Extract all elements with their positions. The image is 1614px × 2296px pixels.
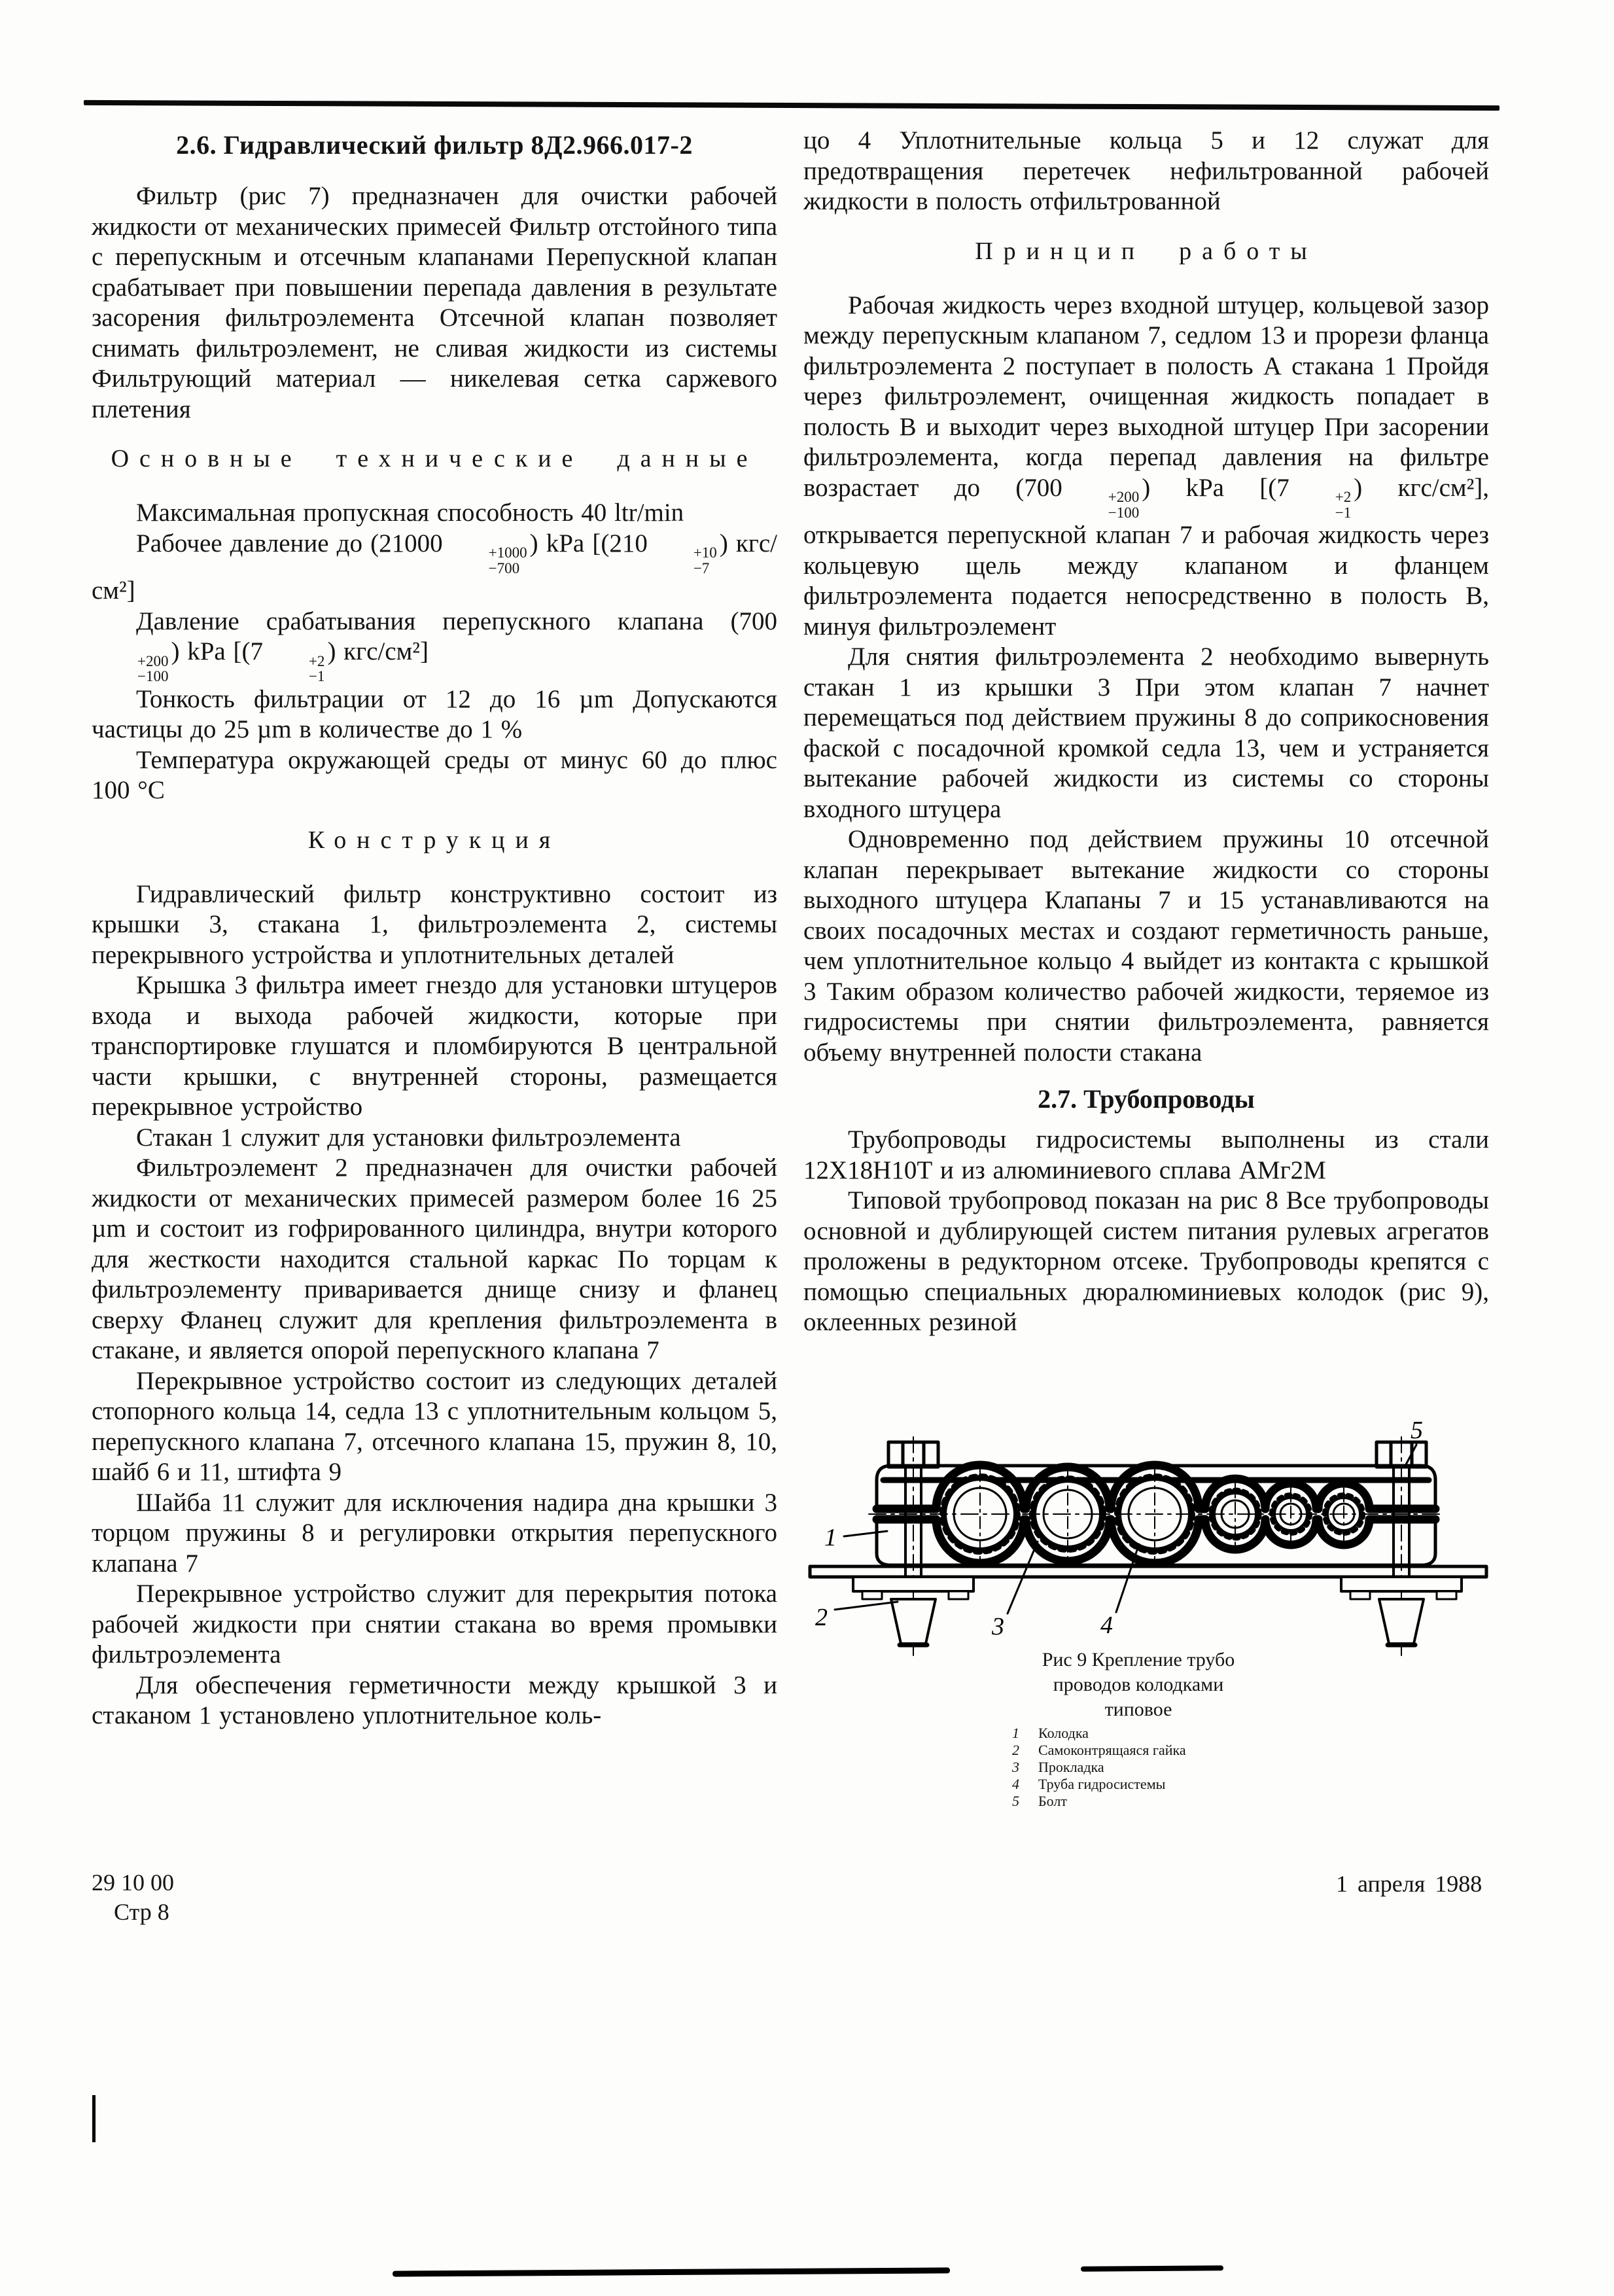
legend-num: 1 (1012, 1725, 1019, 1741)
figure-caption-line2: проводов колодками (1053, 1674, 1224, 1695)
para-pipelines-2: Типовой трубопровод показан на рис 8 Все трубопроводы основной и дублирующей систем питания рулевых агрегатов проложены в редукторном отсеке. Трубопроводы крепятся с помощью специальных дюралюминиевых колодок (рис 9), оклеенных резиной (803, 1186, 1489, 1337)
footer-page: Стр 8 (114, 1899, 169, 1925)
heading-construction: Конструкция (307, 826, 561, 854)
tolerance-stack: +2 −1 (1335, 489, 1352, 521)
legend-item (1012, 1725, 1186, 1742)
tolerance-stack: +1000 −700 (488, 544, 527, 576)
para-construction-8: Для обеспечения герметичности между крышкой 3 и стаканом 1 установлено уплотнительное коль- (92, 1670, 777, 1730)
figure-label-3: 3 (992, 1613, 1004, 1640)
para-seal-continuation: цо 4 Уплотнительные кольца 5 и 12 служат для предотвращения перетечек нефильтрованной рабочей жидкости в полость отфильтрованной (803, 126, 1489, 215)
para-construction-5: Перекрывное устройство состоит из следующих деталей стопорного кольца 14, седла 13 с уплотнительным кольцом 5, перепускного клапана 7, отсечного клапана 15, пружин 8, 10, шайб 6 и 11, штифта 9 (92, 1366, 777, 1487)
figure-caption (903, 1648, 1374, 1722)
heading-tech-data: Основные технические данные (111, 445, 758, 472)
margin-mark (92, 2095, 96, 2142)
para-working-pressure: Рабочее давление до (21000 +1000 −700 ) kPa [(210 +10 −7 ) кгс/см²] (92, 529, 778, 605)
tolerance-stack: +200 −100 (137, 652, 169, 685)
para-bypass-pressure: Давление срабатывания перепускного клапана (700 +200 −100 ) kPa [(7 +2 −1 ) кгс/см²] (92, 607, 777, 684)
para-principle-2: Для снятия фильтроэлемента 2 необходимо вывернуть стакан 1 из крышки 3 При этом клапан 7 начнет перемещаться под действием пружины 8 до соприкосновения фаской с посадочной кромкой седла 13, чем и устраняется вытекание рабочей жидкости из системы со стороны входного штуцера (803, 643, 1489, 823)
studs (891, 1599, 1424, 1645)
figure-9 (792, 1407, 1498, 1845)
legend-item (1012, 1776, 1186, 1793)
legend-num: 2 (1012, 1742, 1019, 1758)
mounting-plate (810, 1566, 1486, 1577)
para-max-flow: Максимальная пропускная способность 40 ltr/min (136, 499, 684, 527)
artifact-line-long (393, 2267, 950, 2276)
figure-caption-line3: типовое (1104, 1699, 1172, 1720)
top-rule (84, 100, 1500, 111)
legend-num: 3 (1012, 1759, 1019, 1775)
para-construction-1: Гидравлический фильтр конструктивно состоит из крышки 3, стакана 1, фильтроэлемента 2, системы перекрывного устройства и уплотнительных деталей (92, 879, 777, 969)
section-heading-2-6: 2.6. Гидравлический фильтр 8Д2.966.017-2 (176, 130, 693, 160)
artifact-line-short (1081, 2265, 1223, 2272)
para-temperature: Температура окружающей среды от минус 60 до плюс 100 °C (92, 745, 777, 805)
figure-label-1: 1 (824, 1524, 837, 1551)
tolerance-stack: +2 −1 (308, 652, 325, 685)
legend-text: Болт (1038, 1793, 1067, 1809)
para-construction-2: Крышка 3 фильтра имеет гнездо для установки штуцеров входа и выхода рабочей жидкости, которые при транспортировке глушатся и пломбируются В центральной части крышки, с внутренней стороны, размещается перекрывное устройство (92, 971, 777, 1122)
legend-text: Прокладка (1038, 1759, 1104, 1775)
para-construction-7: Перекрывное устройство служит для перекрытия потока рабочей жидкости при снятии стакана во время промывки фильтроэлемента (92, 1580, 777, 1669)
legend-text: Труба гидросистемы (1038, 1776, 1166, 1792)
tolerance-stack: +10 −7 (693, 544, 717, 576)
column-right (803, 126, 1489, 1338)
para-construction-4: Фильтроэлемент 2 предназначен для очистки рабочей жидкости от механических примесей размером более 16 25 µm и состоит из гофрированного цилиндра, внутри которого для жесткости находится стальной каркас По торцам к фильтроэлементу приваривается днище снизу и фланец сверху Фланец служит для крепления фильтроэлемента в стакане, и является опорой перепускного клапана 7 (92, 1154, 777, 1365)
legend-item (1012, 1793, 1186, 1810)
para-filtration: Тонкость фильтрации от 12 до 16 µm Допускаются частицы до 25 µm в количестве до 1 % (92, 684, 777, 744)
para-construction-3: Стакан 1 служит для установки фильтроэлемента (136, 1123, 681, 1152)
legend-item (1012, 1742, 1186, 1759)
figure-legend (1012, 1725, 1186, 1810)
footer-date: 1 апреля 1988 (1336, 1871, 1482, 1897)
tolerance-stack: +200 −100 (1108, 489, 1140, 521)
para-intro: Фильтр (рис 7) предназначен для очистки рабочей жидкости от механических примесей Фильтр отстойного типа с перепускным и отсечным клапанами Перепускной клапан срабатывает при повышении перепада давления в результате засорения фильтроэлемента Отсечной клапан позволяет снимать фильтроэлемент, не сливая жидкости из системы Фильтрующий материал — никелевая сетка саржевого плетения (92, 182, 777, 423)
nut-flanges (853, 1577, 1462, 1599)
legend-num: 5 (1012, 1793, 1019, 1809)
para-principle-3: Одновременно под действием пружины 10 отсечной клапан перекрывает вытекание жидкости со стороны выходного штуцера Клапаны 7 и 15 устанавливаются на своих посадочных местах и создают герметичность раньше, чем уплотнительное кольцо 4 выйдет из контакта с крышкой 3 Таким образом количество рабочей жидкости, теряемое из гидросистемы при снятии фильтроэлемента, равняется объему внутренней полости стакана (803, 825, 1489, 1067)
figure-caption-line1: Рис 9 Крепление трубо (1042, 1649, 1235, 1670)
para-principle-1: Рабочая жидкость через входной штуцер, кольцевой зазор между перепускным клапаном 7, седлом 13 и прорези фланца фильтроэлемента 2 поступает в полость А стакана 1 Пройдя через фильтроэлемент, очищенная жидкость попадает в полость В и выходит через выходной штуцер При засорении фильтроэлемента, когда перепад давления на фильтре возрастает до (700 +200 −100 ) kPa [(7 +2 −1 ) кгс/см²], открывается перепускной клапан 7 и рабочая жидкость через кольцевую щель между клапаном и фланцем фильтроэлемента подается непосредственно в полость В, минуя фильтроэлемент (803, 291, 1490, 641)
figure-label-4: 4 (1100, 1612, 1113, 1639)
legend-text: Самоконтрящаяся гайка (1038, 1742, 1186, 1758)
legend-num: 4 (1012, 1776, 1019, 1792)
heading-principle: Принцип работы (975, 237, 1318, 265)
footer-doc-number: 29 10 00 (92, 1869, 174, 1896)
para-construction-6: Шайба 11 служит для исключения надира дна крышки 3 торцом пружины 8 и регулировки открытия перепускного клапана 7 (92, 1488, 777, 1578)
legend-item (1012, 1759, 1186, 1776)
para-pipelines-1: Трубопроводы гидросистемы выполнены из стали 12Х18Н10Т и из алюминиевого сплава АМг2М (803, 1125, 1489, 1184)
section-heading-2-7: 2.7. Трубопроводы (1038, 1084, 1255, 1114)
figure-label-2: 2 (815, 1604, 828, 1631)
figure-label-5: 5 (1411, 1417, 1423, 1444)
column-left (92, 126, 777, 1731)
legend-text: Колодка (1038, 1725, 1089, 1741)
